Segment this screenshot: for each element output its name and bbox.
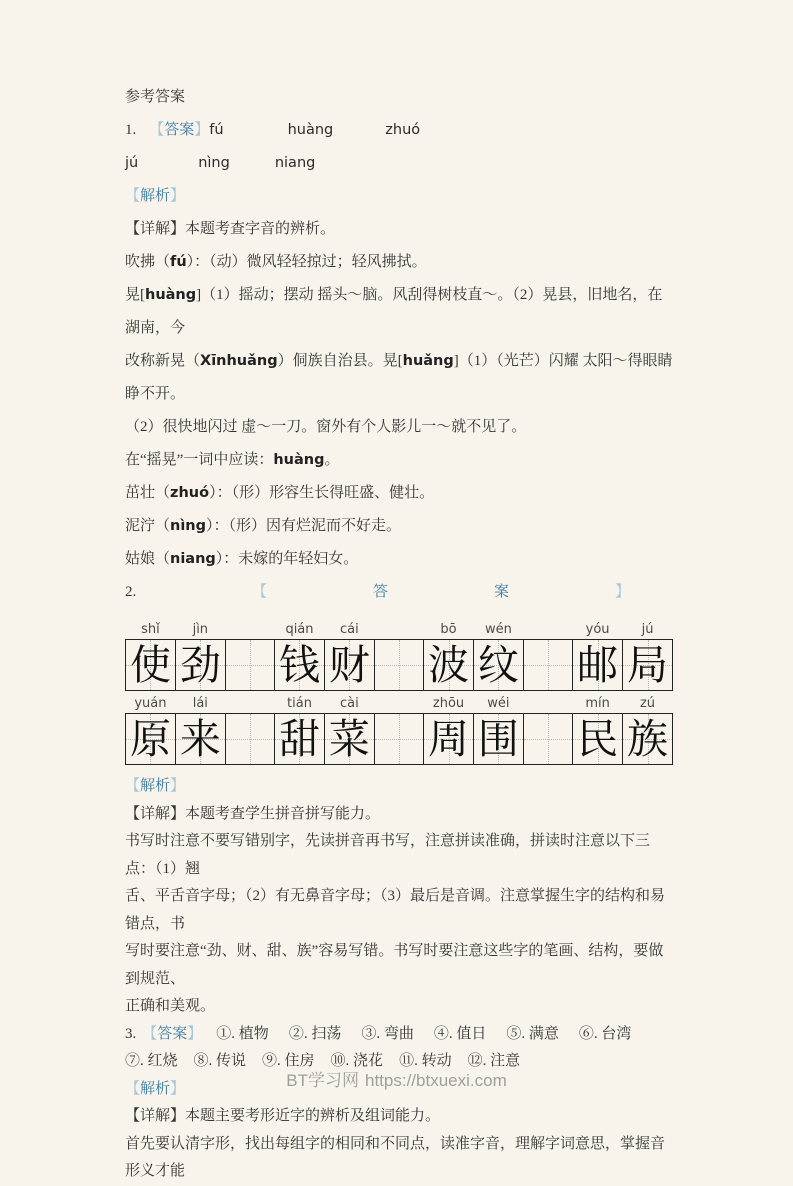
answer-label: 【 <box>142 1025 158 1042</box>
detail-intro-3 <box>125 1103 673 1131</box>
pinyin-cell: wéi <box>487 696 510 711</box>
answer-label: 】 <box>170 778 186 794</box>
text-run: 首先要认清字形，找出每组字的相同和不同点，读准字音，理解字词意思，掌握音形义才能 <box>125 1135 666 1179</box>
text-run: ⑥. 台湾 <box>578 1025 632 1042</box>
character-cell <box>324 640 374 691</box>
document-blocks <box>125 81 673 1186</box>
pinyin-cell: bō <box>440 622 457 637</box>
pinyin-text: fú <box>170 254 187 270</box>
character-cell <box>424 714 474 765</box>
pinyin-cell <box>523 618 572 640</box>
pinyin-text: niang <box>274 155 316 171</box>
pinyin-cell: tián <box>287 696 312 711</box>
answer-label: 解析 <box>140 188 171 204</box>
character-cell <box>126 714 176 765</box>
grid-character: 财 <box>328 640 370 689</box>
text-run: 【详解】本题主要考形近字的辨析及组词能力。 <box>125 1108 441 1124</box>
writing-tip-1 <box>125 828 673 883</box>
text-run: ）：（形）因有烂泥而不好走。 <box>206 518 402 534</box>
text-run: 改称新晃（ <box>125 353 201 369</box>
answer-label: 【 <box>125 778 141 794</box>
answer-label: 答 <box>372 584 388 600</box>
text-run: 写时要注意“劲、财、甜、族”容易写错。书写时要注意这些字的笔画、结构，要做到规范、 <box>125 943 664 987</box>
answer-label: 答案 <box>164 122 195 138</box>
text-run: 3. <box>125 1025 137 1042</box>
answer-label: 解析 <box>140 778 171 794</box>
character-writing-grid-row-1 <box>125 618 673 691</box>
definition-zhuozhuang <box>125 477 673 510</box>
pinyin-cell: mín <box>585 696 610 711</box>
pinyin-text: fú <box>209 122 224 138</box>
empty-grid-cell <box>523 640 572 691</box>
grid-character: 波 <box>428 640 470 689</box>
empty-grid-cell <box>523 714 572 765</box>
text-run: 泥泞（ <box>125 518 171 534</box>
character-cell <box>473 714 523 765</box>
pinyin-cell: yuán <box>134 696 167 711</box>
answer-label: 【 <box>125 188 141 204</box>
character-cell <box>573 640 623 691</box>
question-1-answer <box>125 114 673 147</box>
grid-character: 使 <box>129 640 171 689</box>
pinyin-cell: qián <box>285 622 314 637</box>
text-run: ）：（动）微风轻轻掠过；轻风拂拭。 <box>186 254 427 270</box>
grid-character: 族 <box>627 714 668 763</box>
character-cell <box>424 640 474 691</box>
empty-grid-cell <box>374 640 423 691</box>
character-cell <box>324 714 374 765</box>
grid-character: 劲 <box>179 640 221 689</box>
definition-guniang <box>125 543 673 576</box>
text-run: 晃[ <box>125 287 145 303</box>
pinyin-text: huǎng <box>402 353 454 369</box>
character-cell <box>275 714 325 765</box>
grid-character: 邮 <box>577 640 619 689</box>
grid-character: 围 <box>477 714 519 763</box>
answer-label: 】 <box>187 1025 203 1042</box>
pinyin-cell: jú <box>641 622 654 637</box>
pinyin-cell: zhōu <box>432 696 465 711</box>
text-run: ⑨. 住房 <box>262 1053 315 1069</box>
pinyin-cell: wén <box>484 622 512 637</box>
grid-character: 周 <box>428 714 470 763</box>
character-cell <box>623 640 673 691</box>
footer-site-link[interactable]: https://btxuexi.com <box>365 1071 507 1090</box>
character-cell <box>573 714 623 765</box>
grid-character: 局 <box>627 640 668 689</box>
detail-intro <box>125 213 673 246</box>
definition-nining <box>125 510 673 543</box>
text-run: ③. 弯曲 <box>361 1025 414 1042</box>
text-run: ]（1）摇动；摆动 摇头～脑。风刮得树枝直～。（2）晃县，旧地名，在湖南，今 <box>125 287 663 336</box>
pinyin-text: nìng <box>198 155 230 171</box>
character-writing-grid-row-2 <box>125 692 673 765</box>
pinyin-cell <box>225 692 274 714</box>
footer-site-name: BT学习网 <box>286 1071 359 1090</box>
text-run: ）：未嫁的年轻妇女。 <box>215 551 359 567</box>
pinyin-cell: lái <box>192 696 208 711</box>
grid-character: 甜 <box>278 714 320 763</box>
text-run: ⑤. 满意 <box>506 1025 559 1042</box>
pinyin-text: huàng <box>287 122 334 138</box>
definition-huang-1 <box>125 279 673 345</box>
text-run: ①. 植物 <box>216 1025 269 1042</box>
definition-huang-3 <box>125 411 673 444</box>
text-run: 舌、平舌音字母；（2）有无鼻音字母；（3）最后是音调。注意掌握生字的结构和易错点，书 <box>125 888 666 932</box>
grid-character: 原 <box>129 714 171 763</box>
empty-grid-cell <box>225 640 274 691</box>
writing-tip-3 <box>125 938 673 993</box>
pinyin-cell: cài <box>339 696 359 711</box>
pinyin-cell: shǐ <box>141 622 160 637</box>
character-cell <box>623 714 673 765</box>
answer-label: 】 <box>194 122 210 138</box>
grid-guide-horizontal <box>375 665 423 666</box>
text-run: ⑩. 浇花 <box>330 1053 384 1069</box>
grid-character: 纹 <box>477 640 519 689</box>
answer-label: 【 <box>149 122 165 138</box>
text-run: ⑦. 红烧 <box>125 1053 178 1069</box>
grid-guide-horizontal <box>226 665 274 666</box>
text-run: ⑫. 注意 <box>467 1053 521 1069</box>
pinyin-cell: zú <box>639 696 656 711</box>
pinyin-text: jú <box>125 155 139 171</box>
page-title <box>125 81 673 114</box>
analysis-label <box>125 180 673 213</box>
text-run: 书写时注意不要写错别字，先读拼音再书写，注意拼读准确，拼读时注意以下三点：（1）翘 <box>125 833 651 877</box>
text-run: ④. 值日 <box>433 1025 487 1042</box>
grid-character: 来 <box>179 714 221 763</box>
question-number: 2. <box>125 584 137 600</box>
pinyin-cell <box>225 618 274 640</box>
text-run: ）侗族自治县。晃[ <box>277 353 403 369</box>
grid-character: 钱 <box>278 640 320 689</box>
pinyin-cell <box>523 692 572 714</box>
grid-guide-horizontal <box>226 739 274 740</box>
answer-label: 答案 <box>157 1025 188 1042</box>
grid-character: 民 <box>577 714 619 763</box>
definition-huang-2 <box>125 345 673 411</box>
pinyin-cell: cái <box>339 622 359 637</box>
character-cell <box>175 714 225 765</box>
grid-guide-horizontal <box>375 739 423 740</box>
text-run: 参考答案 <box>125 89 186 105</box>
answer-label: 案 <box>493 584 509 600</box>
text-run: ②. 扫荡 <box>288 1025 342 1042</box>
text-run: ）：（形）形容生长得旺盛、健壮。 <box>209 485 435 501</box>
reading-note <box>125 444 673 477</box>
character-cell <box>126 640 176 691</box>
pinyin-cell <box>374 692 423 714</box>
answer-label: 】 <box>170 188 186 204</box>
text-run: 茁壮（ <box>125 485 171 501</box>
text-run: 姑娘（ <box>125 551 171 567</box>
pinyin-text: huàng <box>273 452 325 468</box>
site-footer <box>0 1070 793 1091</box>
character-cell <box>473 640 523 691</box>
empty-grid-cell <box>225 714 274 765</box>
text-run: ⑪. 转动 <box>399 1053 452 1069</box>
pinyin-text: nìng <box>170 518 207 534</box>
text-run: 正确和美观。 <box>125 998 216 1014</box>
text-run: ]（1）（光芒）闪耀 太阳～得眼睛睁不开。 <box>125 353 673 402</box>
question-2-answer <box>125 576 673 609</box>
text-run: 【详解】本题考查学生拼音拼写能力。 <box>125 805 381 822</box>
answer-label: 【 <box>252 584 268 600</box>
writing-tip-4 <box>125 993 673 1021</box>
question-1-answer-continued <box>125 147 673 180</box>
pinyin-text: Xīnhuǎng <box>200 353 278 369</box>
answer-label: 解析 <box>140 1080 171 1097</box>
answer-label: 】 <box>614 584 630 600</box>
answer-label: 【 <box>125 1080 141 1097</box>
pinyin-text: niang <box>170 551 216 567</box>
analysis-tip <box>125 1131 673 1186</box>
pinyin-text: zhuó <box>170 485 210 501</box>
spread-answer-label <box>252 576 630 609</box>
grid-character: 菜 <box>328 714 370 763</box>
text-run: 。 <box>324 452 340 468</box>
character-cell <box>175 640 225 691</box>
pinyin-text: huàng <box>145 287 197 303</box>
empty-grid-cell <box>374 714 423 765</box>
grid-guide-horizontal <box>524 739 572 740</box>
question-3-answer <box>125 1021 673 1049</box>
definition-chuifu <box>125 246 673 279</box>
text-run: 【详解】本题考查字音的辨析。 <box>125 221 336 237</box>
text-run: （2）很快地闪过 虚～一刀。窗外有个人影儿一～就不见了。 <box>125 419 527 435</box>
pinyin-cell: yóu <box>585 622 610 637</box>
writing-tip-2 <box>125 883 673 938</box>
answer-document <box>125 81 673 1186</box>
grid-guide-horizontal <box>524 665 572 666</box>
pinyin-cell: jìn <box>192 622 209 637</box>
text-run: ⑧. 传说 <box>193 1053 247 1069</box>
analysis-label-2 <box>125 773 673 801</box>
text-run: 在“摇晃”一词中应读： <box>125 452 274 468</box>
detail-intro-2 <box>125 801 673 829</box>
pinyin-text: zhuó <box>385 122 421 138</box>
character-cell <box>275 640 325 691</box>
pinyin-cell <box>374 618 423 640</box>
answer-label: 】 <box>170 1080 186 1097</box>
text-run: 吹拂（ <box>125 254 171 270</box>
text-run: 1. <box>125 122 137 138</box>
